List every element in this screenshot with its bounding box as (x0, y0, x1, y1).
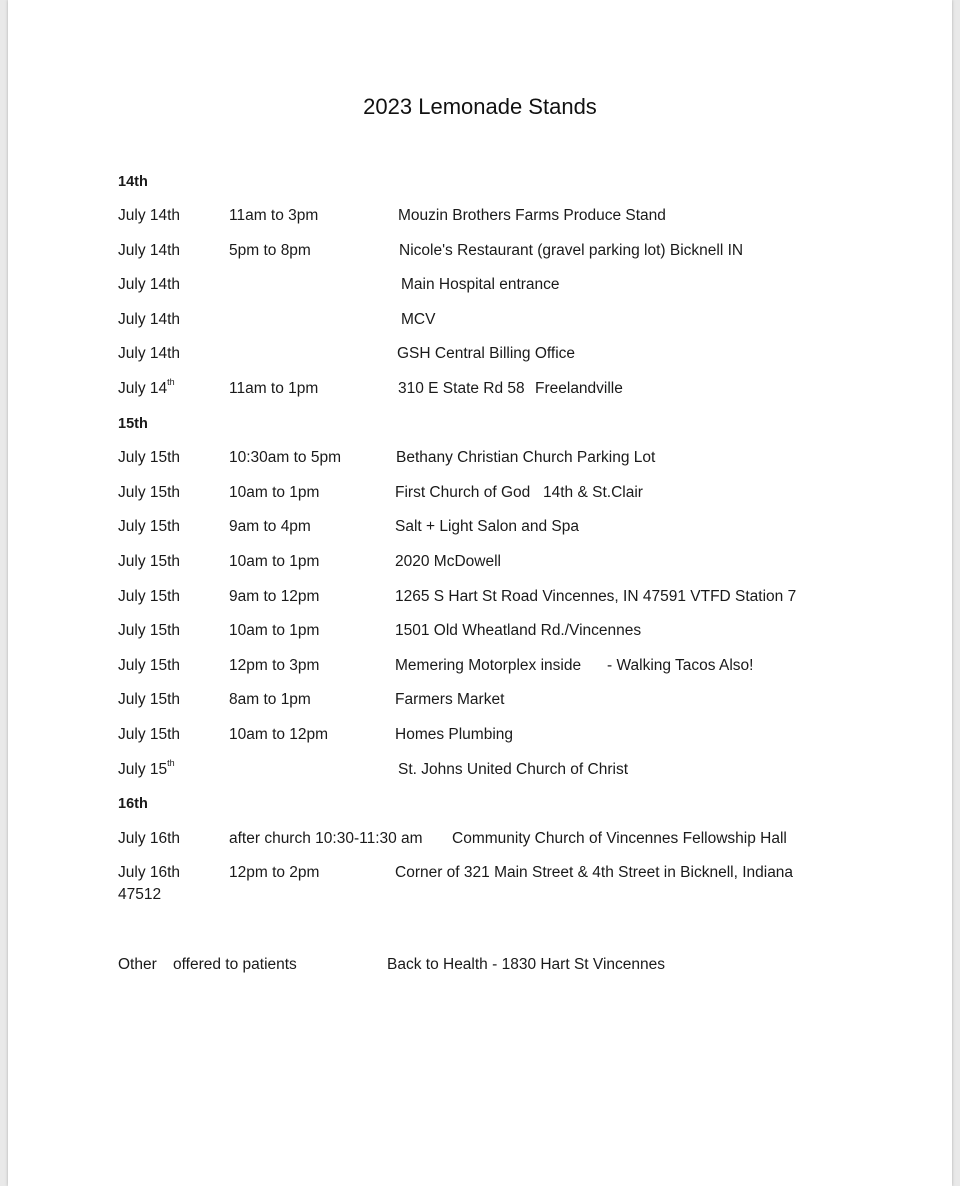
row-location: 2020 McDowell (395, 553, 501, 570)
table-row (8, 724, 952, 746)
table-row (8, 586, 952, 608)
row-time: 9am to 12pm (229, 588, 320, 605)
table-row (8, 205, 952, 227)
table-row (8, 274, 952, 296)
table-row (8, 240, 952, 262)
document-title: 2023 Lemonade Stands (363, 94, 597, 119)
row-date: July 14th (118, 276, 181, 293)
row-time: 11am to 1pm (229, 380, 319, 397)
other-location: Back to Health - 1830 Hart St Vincennes (387, 956, 666, 973)
row-location: First Church of God (395, 484, 531, 501)
row-location: Community Church of Vincennes Fellowship Hall (452, 830, 787, 847)
row-location: Mouzin Brothers Farms Produce Stand (398, 207, 666, 224)
row-date: July 14th (118, 242, 181, 259)
row-time: 10am to 12pm (229, 726, 329, 743)
row-time: 10am to 1pm (229, 484, 320, 501)
row-location: MCV (401, 311, 436, 328)
row-location: Main Hospital entrance (401, 276, 560, 293)
row-time: 10am to 1pm (229, 553, 320, 570)
row-time: 8am to 1pm (229, 691, 311, 708)
row-location: Nicole's Restaurant (gravel parking lot) Bicknell IN (399, 242, 744, 259)
row-time: 12pm to 3pm (229, 657, 320, 674)
row-location-extra: - Walking Tacos Also! (607, 657, 754, 674)
table-row (8, 689, 952, 711)
table-row (8, 447, 952, 469)
row-date: July 14th (118, 207, 181, 224)
row-time: 12pm to 2pm (229, 864, 320, 881)
row-date: July 15th (118, 691, 181, 708)
row-time: 10:30am to 5pm (229, 449, 342, 466)
table-row (8, 551, 952, 573)
table-row (8, 309, 952, 331)
row-date: July 15th (118, 726, 181, 743)
row-date: July 15th (118, 449, 181, 466)
row-date: July 14th (118, 377, 175, 397)
other-note: offered to patients (173, 956, 297, 973)
row-location: Homes Plumbing (395, 726, 514, 743)
row-date: July 15th (118, 657, 181, 674)
document-page (8, 0, 952, 1186)
table-row (8, 655, 952, 677)
table-row (8, 862, 952, 884)
row-location: Memering Motorplex inside (395, 657, 582, 674)
row-date: July 15th (118, 518, 181, 535)
row-time: 10am to 1pm (229, 622, 320, 639)
other-label: Other (118, 956, 157, 973)
table-row (8, 343, 952, 365)
table-row (8, 516, 952, 538)
ordinal-superscript: th (167, 377, 175, 387)
ordinal-superscript: th (167, 758, 175, 768)
other-row (8, 954, 952, 976)
row-date: July 15th (118, 758, 175, 778)
row-date: July 15th (118, 622, 181, 639)
row-location-extra: 14th & St.Clair (543, 484, 643, 501)
row-location: GSH Central Billing Office (397, 345, 576, 362)
table-row (8, 378, 952, 400)
row-location: 1501 Old Wheatland Rd./Vincennes (395, 622, 642, 639)
row-date: July 14th (118, 345, 181, 362)
row-location: 310 E State Rd 58 (398, 380, 525, 397)
table-row (8, 620, 952, 642)
row-date: July 16th (118, 830, 181, 847)
row-date: July 14th (118, 311, 181, 328)
table-row (8, 828, 952, 850)
section-heading-16th: 16th (118, 796, 148, 812)
row-time: 5pm to 8pm (229, 242, 311, 259)
row-location: 1265 S Hart St Road Vincennes, IN 47591 VTFD Station 7 (395, 588, 797, 605)
row-location: Corner of 321 Main Street & 4th Street in Bicknell, Indiana (395, 864, 794, 881)
table-row-wrap (8, 884, 952, 906)
table-row (8, 482, 952, 504)
row-date: July 15th (118, 588, 181, 605)
row-location: Salt + Light Salon and Spa (395, 518, 579, 535)
row-time: 9am to 4pm (229, 518, 311, 535)
section-heading-14th: 14th (118, 174, 148, 190)
row-location: St. Johns United Church of Christ (398, 761, 629, 778)
row-date: July 15th (118, 484, 181, 501)
row-wrapped-zip: 47512 (118, 886, 162, 903)
row-location: Farmers Market (395, 691, 505, 708)
table-row (8, 759, 952, 781)
row-time: 11am to 3pm (229, 207, 319, 224)
row-time: after church 10:30-11:30 am (229, 830, 423, 847)
row-location-extra: Freelandville (535, 380, 623, 397)
section-heading-15th: 15th (118, 416, 148, 432)
row-date: July 15th (118, 553, 181, 570)
row-date: July 16th (118, 864, 181, 881)
row-location: Bethany Christian Church Parking Lot (396, 449, 656, 466)
